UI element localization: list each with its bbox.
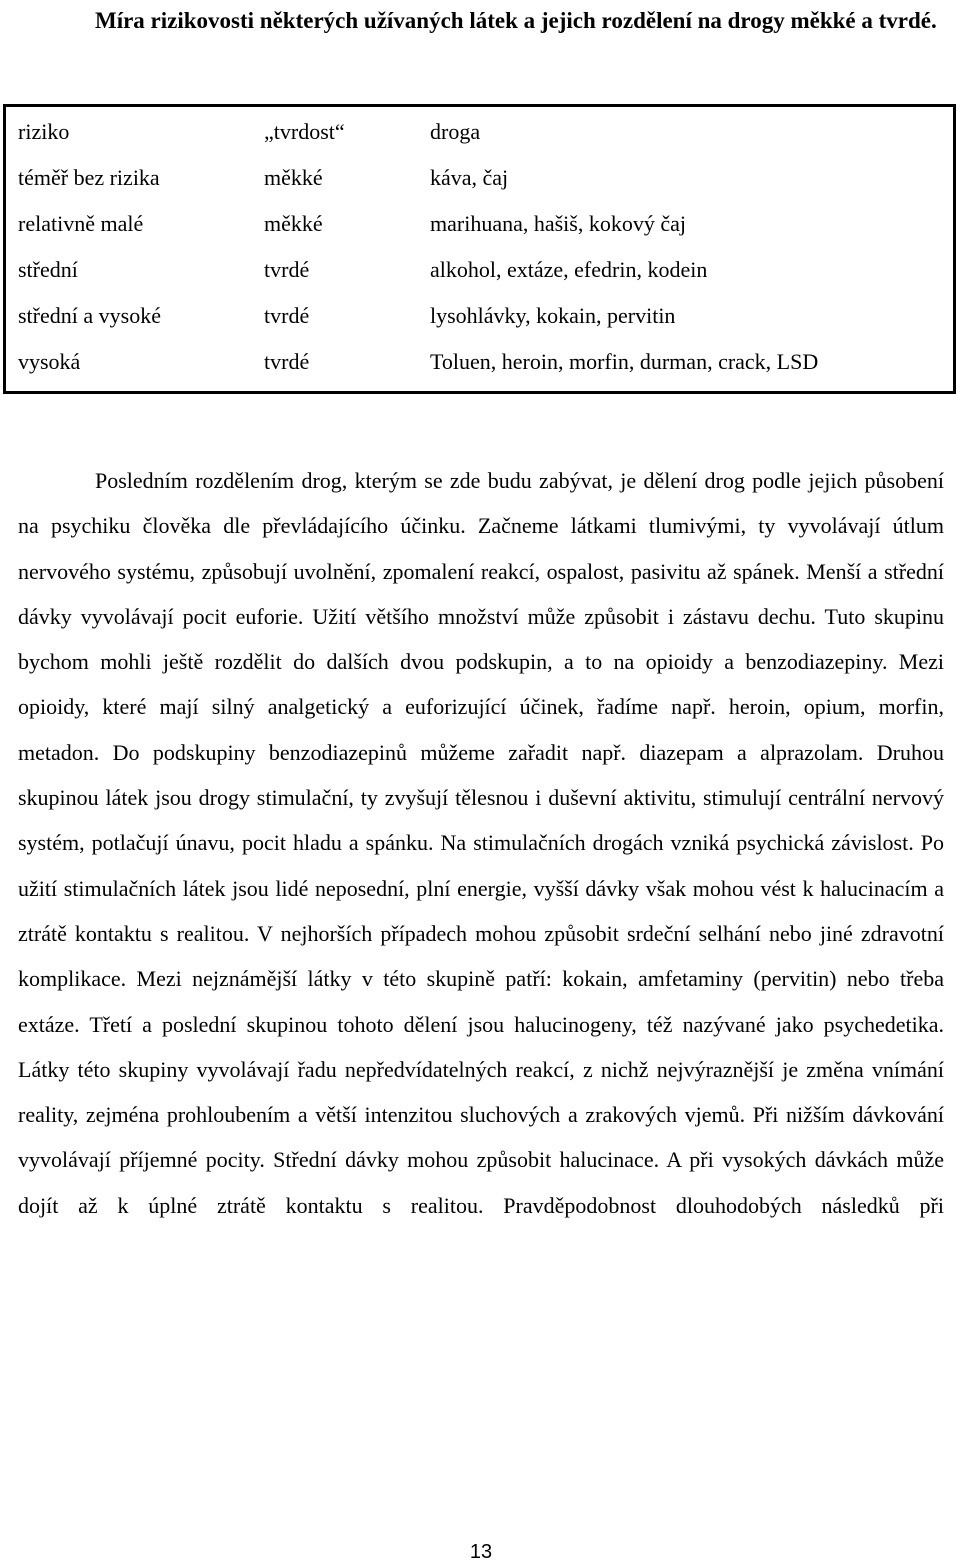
drug-cell: káva, čaj xyxy=(430,165,509,190)
hardness-cell: měkké xyxy=(264,165,323,190)
drug-cell: Toluen, heroin, morfin, durman, crack, LSD xyxy=(430,349,819,374)
drug-cell: marihuana, hašiš, kokový čaj xyxy=(430,211,686,236)
table-row xyxy=(18,293,948,339)
header-cell-hardness: „tvrdost“ xyxy=(264,119,345,144)
hardness-cell: tvrdé xyxy=(264,257,310,282)
table-row xyxy=(18,201,948,247)
hardness-cell: tvrdé xyxy=(264,349,310,374)
risk-cell: střední a vysoké xyxy=(18,303,161,328)
table-row xyxy=(18,247,948,293)
header-cell-drug: droga xyxy=(430,119,481,144)
risk-cell: střední xyxy=(18,257,78,282)
risk-cell: téměř bez rizika xyxy=(18,165,160,190)
hardness-cell: měkké xyxy=(264,211,323,236)
drug-cell: alkohol, extáze, efedrin, kodein xyxy=(430,257,708,282)
body-paragraph: Posledním rozdělením drog, kterým se zde budu zabývat, je dělení drog podle jejich působení na psychiku člověka dle převládajícího účinku. Začneme látkami tlumivými, ty vyvolávají útlum nervového systému, způsobují uvolnění, zpomalení reakcí, ospalost, pasivitu až spánek. Menší a střední dávky vyvolávají pocit euforie. Užití většího množství může způsobit i zástavu dechu. Tuto skupinu bychom mohli ještě rozdělit do dalších dvou podskupin, a to na opioidy a benzodiazepiny. Mezi opioidy, které mají silný analgetický a euforizující účinek, řadíme např. heroin, opium, morfin, metadon. Do podskupiny benzodiazepinů můžeme zařadit např. diazepam a alprazolam. Druhou skupinou látek jsou drogy stimulační, ty zvyšují tělesnou i duševní aktivitu, stimulují centrální nervový systém, potlačují únavu, pocit hladu a spánku. Na stimulačních drogách vzniká psychická závislost. Po užití stimulačních látek jsou lidé neposední, plní energie, vyšší dávky však mohou vést k halucinacím a ztrátě kontaktu s realitou. V nejhorších případech mohou způsobit srdeční selhání nebo jiné zdravotní komplikace. Mezi nejznámější látky v této skupině patří: kokain, amfetaminy (pervitin) nebo třeba extáze. Třetí a poslední skupinou tohoto dělení jsou halucinogeny, též nazývané jako psychedetika. Látky této skupiny vyvolávají řadu nepředvídatelných reakcí, z nichž nejvýraznější je změna vnímání reality, zejména prohloubením a větší intenzitou sluchových a zrakových vjemů. Při nižším dávkování vyvolávají příjemné pocity. Střední dávky mohou způsobit halucinace. A při vysokých dávkách může dojít až k úplné ztrátě kontaktu s realitou. Pravděpodobnost dlouhodobých následků při xyxy=(18,468,944,1218)
table-header-row xyxy=(18,109,948,155)
risk-cell: relativně malé xyxy=(18,211,144,236)
table-row xyxy=(18,339,948,385)
risk-cell: vysoká xyxy=(18,349,81,374)
hardness-cell: tvrdé xyxy=(264,303,310,328)
section-heading: Míra rizikovosti některých užívaných látek a jejich rozdělení na drogy měkké a tvrdé. xyxy=(95,8,937,33)
header-cell-risk: riziko xyxy=(18,119,70,144)
drug-cell: lysohlávky, kokain, pervitin xyxy=(430,303,676,328)
drug-risk-table xyxy=(18,109,948,385)
table-row xyxy=(18,155,948,201)
page-number: 13 xyxy=(469,1541,493,1563)
